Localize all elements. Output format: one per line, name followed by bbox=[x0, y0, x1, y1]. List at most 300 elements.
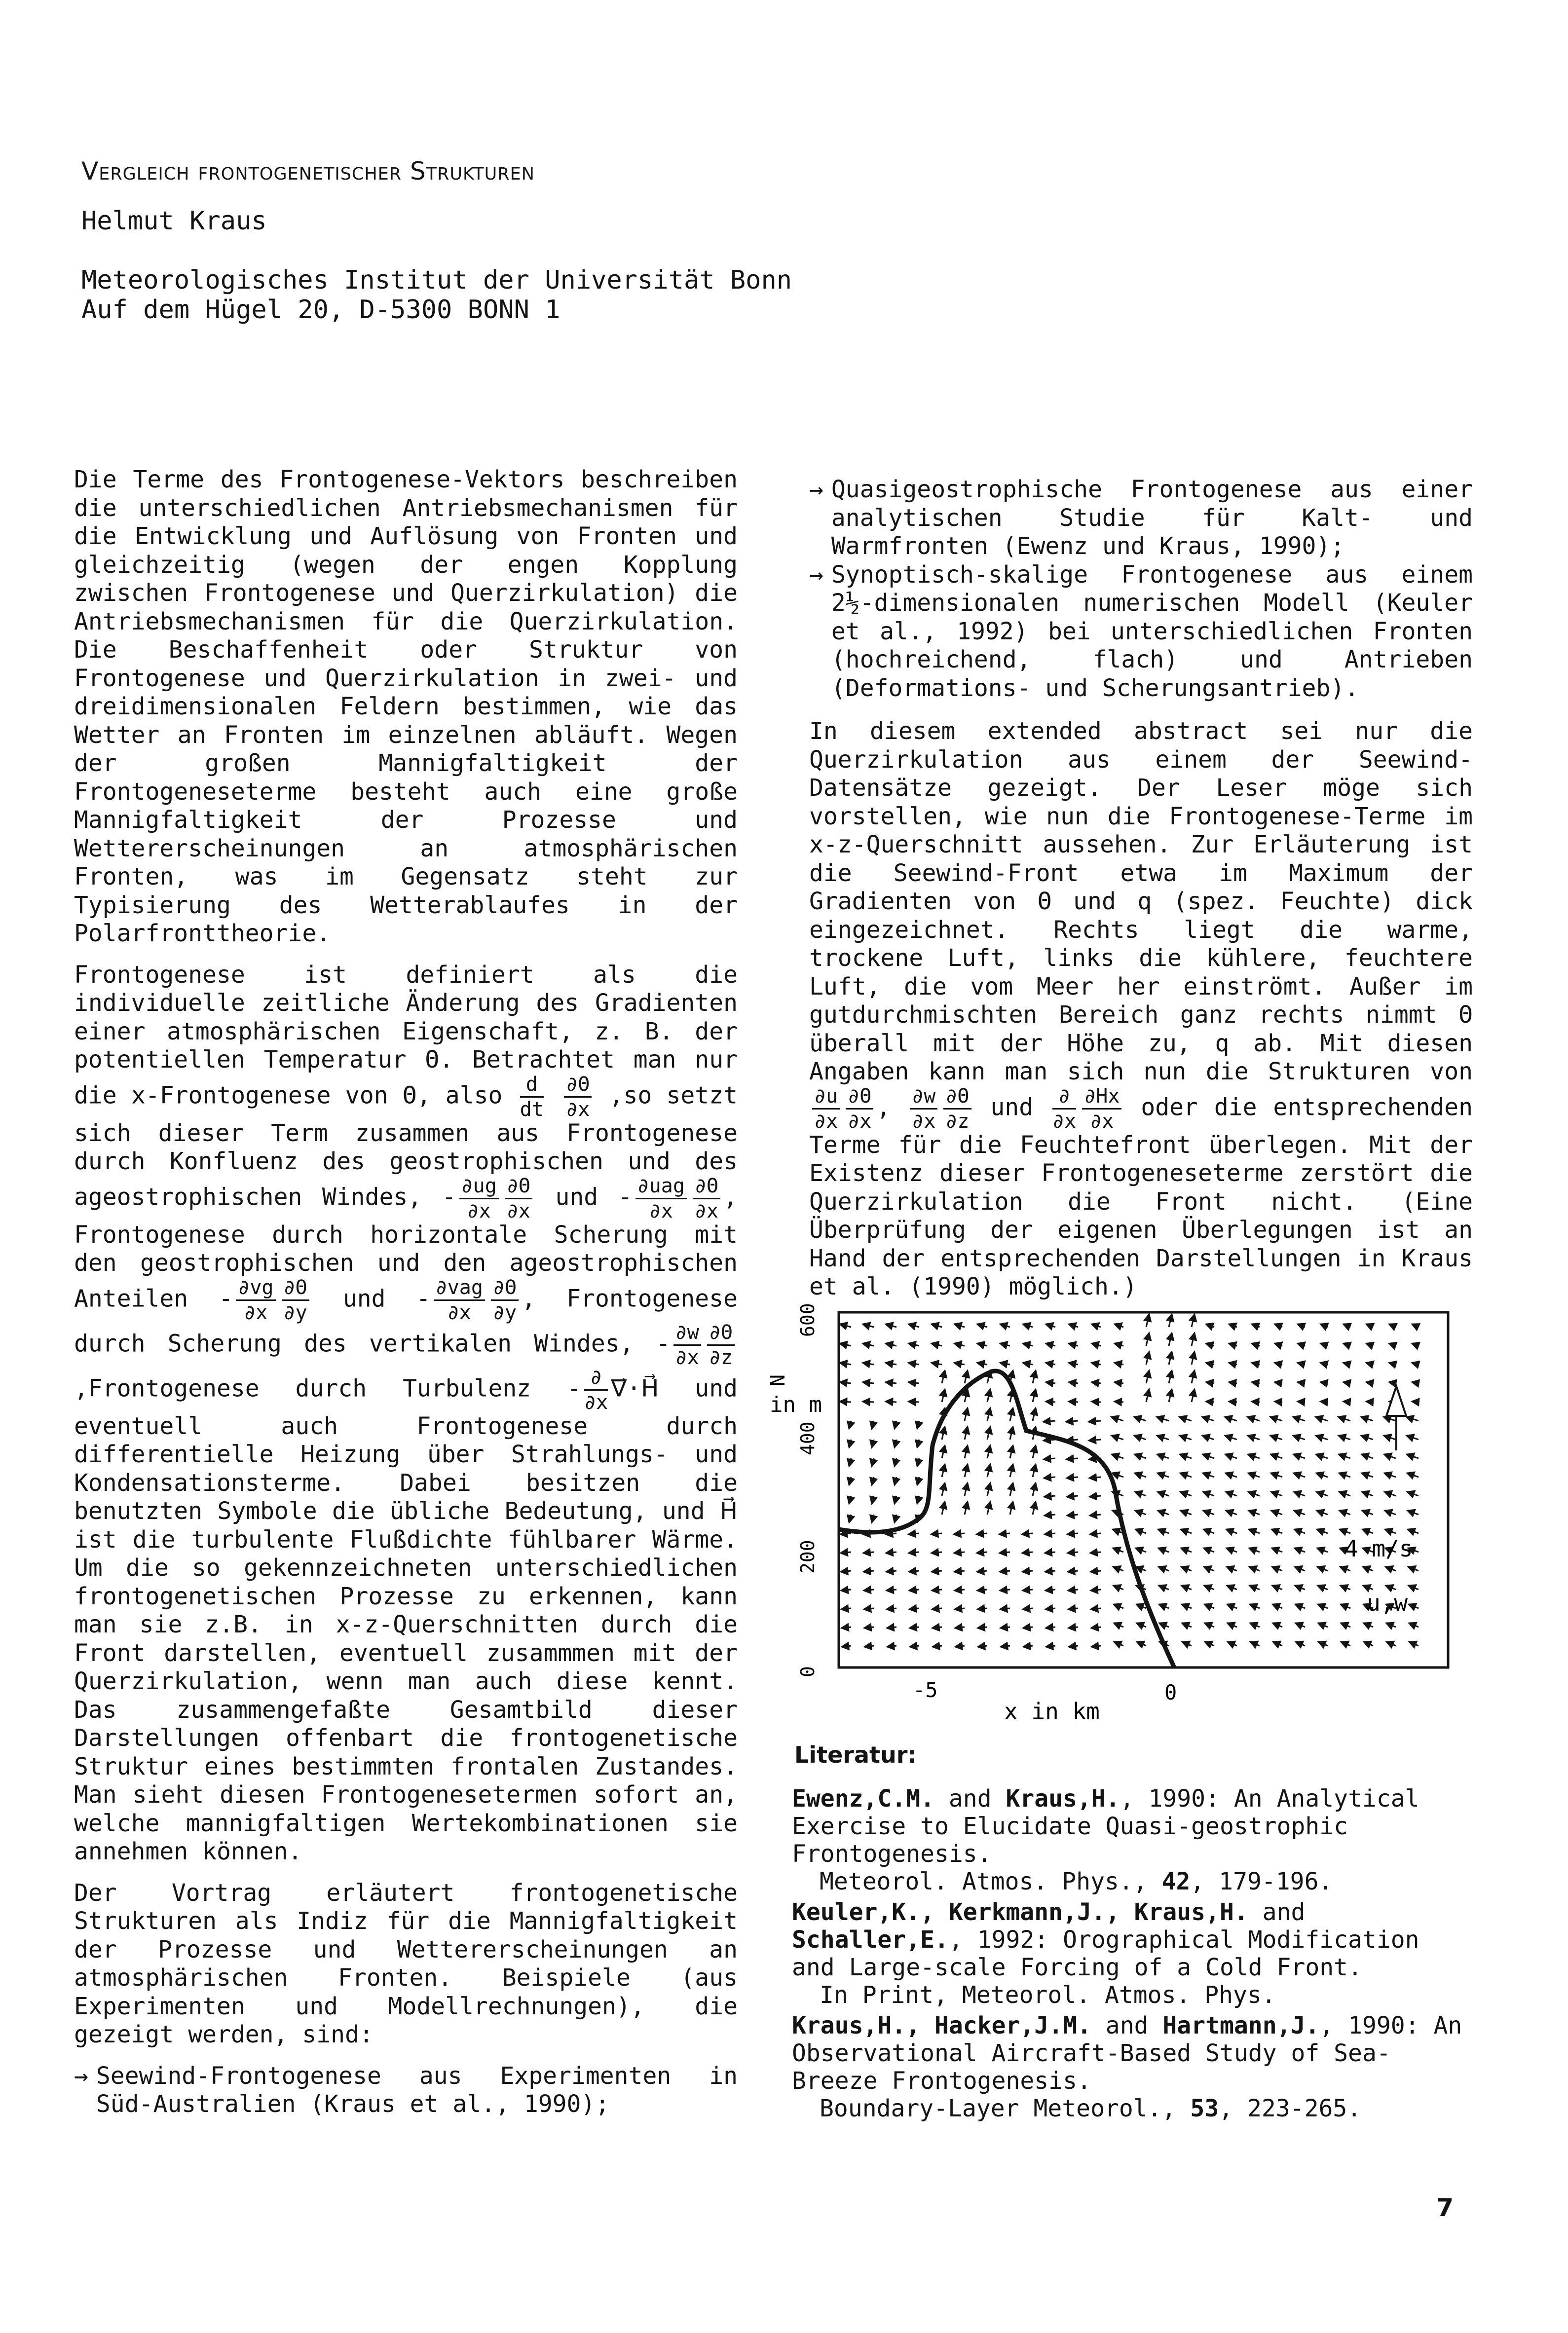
wind-vector-arrow bbox=[1182, 1623, 1192, 1627]
wind-vector-arrow bbox=[1384, 1492, 1396, 1496]
wind-vector-arrow bbox=[849, 1515, 851, 1522]
wind-vector-arrow bbox=[1134, 1436, 1146, 1440]
wind-vector-arrow bbox=[863, 1343, 874, 1346]
wind-vector-arrow bbox=[1412, 1324, 1419, 1327]
wind-vector-arrow bbox=[1180, 1417, 1192, 1421]
wind-vector-arrow bbox=[1344, 1363, 1350, 1365]
wind-vector-arrow bbox=[1067, 1515, 1078, 1516]
wind-vector-arrow bbox=[1113, 1567, 1123, 1571]
wind-vector-arrow bbox=[1204, 1548, 1214, 1552]
wind-vector-arrow bbox=[1248, 1473, 1260, 1477]
wind-vector-arrow bbox=[1294, 1511, 1305, 1515]
wind-vector-arrow bbox=[1316, 1473, 1328, 1477]
wind-vector-arrow bbox=[1158, 1548, 1169, 1552]
wind-vector-arrow bbox=[909, 1324, 919, 1327]
wind-vector-arrow bbox=[887, 1590, 896, 1591]
wind-vector-arrow bbox=[1033, 1483, 1036, 1496]
wind-vector-arrow bbox=[1069, 1646, 1078, 1647]
wind-vector-arrow bbox=[1203, 1529, 1214, 1533]
wind-vector-arrow bbox=[895, 1515, 896, 1522]
wind-vector-arrow bbox=[1010, 1445, 1013, 1458]
wind-vector-arrow bbox=[1010, 1408, 1013, 1421]
wind-vector-arrow bbox=[1271, 1511, 1282, 1515]
wind-vector-arrow bbox=[1113, 1548, 1123, 1552]
wind-vector-arrow bbox=[1364, 1623, 1373, 1627]
wind-vector-arrow bbox=[1092, 1363, 1101, 1365]
wind-vector-arrow bbox=[1295, 1586, 1305, 1590]
wind-vector-arrow bbox=[1044, 1440, 1055, 1441]
wind-vector-arrow bbox=[1135, 1492, 1146, 1496]
wind-vector-arrow bbox=[977, 1590, 987, 1591]
wind-vector-arrow bbox=[976, 1533, 987, 1534]
wind-vector-arrow bbox=[1248, 1436, 1260, 1440]
wind-vector-arrow bbox=[1069, 1627, 1078, 1628]
fraction-dw-dx: $\frac{\partial w}{\partial x}$ bbox=[673, 1323, 701, 1368]
wind-vector-arrow bbox=[864, 1627, 874, 1628]
wind-vector-arrow bbox=[1227, 1548, 1237, 1552]
wind-vector-arrow bbox=[1318, 1586, 1328, 1590]
wind-vector-arrow bbox=[932, 1324, 942, 1327]
vector-field-figure bbox=[767, 1283, 1480, 1741]
wind-vector-arrow bbox=[1203, 1492, 1214, 1496]
wind-vector-arrow bbox=[1294, 1473, 1305, 1477]
wind-vector-arrow bbox=[909, 1608, 919, 1609]
scale-label: 4 m/s bbox=[1344, 1535, 1413, 1562]
wind-vector-arrow bbox=[1067, 1477, 1078, 1478]
wind-vector-arrow bbox=[1000, 1324, 1010, 1327]
wind-vector-arrow bbox=[1270, 1454, 1282, 1458]
wind-vector-arrow bbox=[917, 1440, 919, 1447]
wind-vector-arrow bbox=[910, 1646, 919, 1647]
wind-vector-arrow bbox=[932, 1571, 942, 1572]
wind-vector-arrow bbox=[1158, 1529, 1169, 1533]
wind-vector-arrow bbox=[1252, 1382, 1260, 1383]
wind-vector-arrow bbox=[1182, 1586, 1192, 1590]
wind-vector-arrow bbox=[1202, 1417, 1215, 1421]
wind-vector-arrow bbox=[1114, 1623, 1123, 1627]
wind-vector-arrow bbox=[1137, 1642, 1146, 1646]
wind-vector-arrow bbox=[1146, 1314, 1149, 1327]
wind-vector-arrow bbox=[1298, 1382, 1305, 1383]
wind-vector-arrow bbox=[1252, 1343, 1260, 1346]
wind-vector-arrow bbox=[987, 1445, 990, 1458]
wind-vector-arrow bbox=[840, 1382, 851, 1383]
wind-vector-arrow bbox=[1273, 1642, 1282, 1646]
wind-vector-arrow bbox=[1023, 1363, 1033, 1365]
wind-vector-arrow bbox=[1295, 1548, 1305, 1552]
wind-vector-arrow bbox=[841, 1571, 851, 1572]
wind-vector-arrow bbox=[1204, 1567, 1214, 1571]
wind-vector-arrow bbox=[932, 1343, 942, 1346]
wind-vector-arrow bbox=[1023, 1590, 1033, 1591]
wind-vector-arrow bbox=[1339, 1417, 1351, 1421]
wind-vector-arrow bbox=[1294, 1492, 1305, 1496]
wind-vector-arrow bbox=[1069, 1343, 1078, 1346]
wind-vector-arrow bbox=[1206, 1343, 1214, 1346]
wind-vector-arrow bbox=[1225, 1454, 1237, 1458]
wind-vector-arrow bbox=[1271, 1492, 1282, 1496]
wind-vector-arrow bbox=[1339, 1436, 1350, 1440]
fraction-dvag-dx: ∂vag ∂x bbox=[434, 1278, 485, 1323]
wind-vector-arrow bbox=[1157, 1417, 1169, 1421]
wind-vector-arrow bbox=[1045, 1590, 1055, 1591]
wind-vector-arrow bbox=[954, 1571, 965, 1572]
wind-vector-arrow bbox=[1046, 1627, 1055, 1628]
wind-vector-arrow bbox=[1384, 1473, 1396, 1477]
wind-vector-arrow bbox=[1229, 1363, 1237, 1365]
wind-vector-arrow bbox=[1270, 1436, 1282, 1440]
wind-vector-arrow bbox=[909, 1382, 919, 1383]
wind-vector-arrow bbox=[1344, 1382, 1350, 1383]
wind-vector-arrow bbox=[1317, 1567, 1328, 1571]
fraction-duag-dx: ∂uag ∂x bbox=[635, 1176, 687, 1221]
bullet-synoptic: → Synoptisch-skalige Frontogenese aus einem 2½-dimensionalen numerischen Modell (Keuler et al., 1992) bei unterschiedlichen Fronten (hochreichend, flach) und Antrieben (Deformations- und Scherungsantrieb). bbox=[809, 560, 1473, 702]
wind-vector-arrow bbox=[1341, 1642, 1350, 1646]
wind-vector-arrow bbox=[886, 1571, 896, 1572]
wind-vector-arrow bbox=[1169, 1314, 1172, 1327]
wind-vector-arrow bbox=[1364, 1642, 1373, 1646]
wind-vector-arrow bbox=[872, 1458, 874, 1466]
y-axis-n: N bbox=[767, 1374, 789, 1386]
wind-vector-arrow bbox=[1270, 1417, 1283, 1421]
wind-vector-arrow bbox=[1023, 1646, 1033, 1647]
wind-vector-arrow bbox=[1271, 1529, 1282, 1533]
wind-vector-arrow bbox=[942, 1464, 945, 1477]
wind-vector-arrow bbox=[886, 1552, 896, 1553]
wind-vector-arrow bbox=[1115, 1363, 1123, 1365]
wind-vector-arrow bbox=[954, 1552, 965, 1553]
wind-vector-arrow bbox=[965, 1464, 968, 1477]
wind-vector-arrow bbox=[1366, 1343, 1373, 1346]
wind-vector-arrow bbox=[1340, 1529, 1350, 1533]
wind-vector-arrow bbox=[1250, 1642, 1260, 1646]
wind-vector-arrow bbox=[1344, 1324, 1350, 1327]
wind-vector-arrow bbox=[1389, 1382, 1396, 1383]
wind-vector-arrow bbox=[1295, 1567, 1305, 1571]
wind-vector-arrow bbox=[1114, 1642, 1123, 1646]
wind-vector-arrow bbox=[1169, 1333, 1172, 1346]
wind-vector-arrow bbox=[987, 1502, 990, 1515]
wind-vector-arrow bbox=[1169, 1370, 1172, 1383]
fraction-dug-dx: $\frac{\partial ug}{\partial x}$ bbox=[459, 1176, 499, 1221]
paragraph-1: Die Terme des Frontogenese-Vektors beschreiben die unterschiedlichen Antriebsmechanismen für die Entwicklung und Auflösung von Fronten und gleichzeitig (wegen der engen Kopplung zwischen Frontogenese und Querzirkulation) die Antriebsmechanismen für die Querzirkulation. Die Beschaffenheit oder Struktur von Frontogenese und Querzirkulation in zwei- und dreidimensionalen Feldern bestimmen, wie das Wetter an Fronten im einzelnen abläuft. Wegen der großen Mannigfaltigkeit der Frontogeneseterme besteht auch eine große Mannigfaltigkeit der Prozesse und Wettererscheinungen an atmosphärischen Fronten, was im Gegensatz steht zur Typisierung des Wetterablaufes in der Polarfronttheorie. bbox=[74, 466, 738, 947]
wind-vector-arrow bbox=[1046, 1343, 1055, 1346]
wind-vector-arrow bbox=[872, 1496, 874, 1504]
wind-vector-arrow bbox=[1146, 1352, 1149, 1365]
wind-vector-arrow bbox=[1409, 1586, 1419, 1590]
wind-vector-arrow bbox=[909, 1363, 919, 1365]
wind-vector-arrow bbox=[1136, 1548, 1146, 1552]
ytick-200: 200 bbox=[797, 1540, 819, 1574]
wind-vector-arrow bbox=[1023, 1343, 1033, 1346]
wind-vector-arrow bbox=[1114, 1586, 1123, 1590]
ytick-400: 400 bbox=[797, 1421, 819, 1455]
wind-vector-arrow bbox=[1408, 1567, 1419, 1571]
wind-vector-arrow bbox=[1227, 1567, 1237, 1571]
wind-vector-arrow bbox=[1229, 1343, 1237, 1346]
wind-vector-arrow bbox=[1092, 1343, 1101, 1346]
wind-vector-arrow bbox=[1273, 1623, 1282, 1627]
wind-vector-arrow bbox=[1115, 1382, 1123, 1383]
wind-vector-arrow bbox=[886, 1324, 896, 1327]
wind-vector-arrow bbox=[1275, 1363, 1282, 1365]
wind-vector-arrow bbox=[1134, 1417, 1147, 1421]
wind-vector-arrow bbox=[840, 1343, 851, 1346]
wind-vector-arrow bbox=[886, 1382, 896, 1383]
xtick-0: 0 bbox=[1164, 1680, 1177, 1704]
wind-vector-arrow bbox=[863, 1571, 874, 1572]
wind-vector-arrow bbox=[1384, 1454, 1396, 1458]
wind-vector-arrow bbox=[1294, 1529, 1305, 1533]
x-axis-label: x in km bbox=[1004, 1698, 1100, 1725]
wind-vector-arrow bbox=[1091, 1627, 1101, 1628]
wind-vector-arrow bbox=[965, 1427, 968, 1440]
wind-vector-arrow bbox=[965, 1408, 968, 1421]
wind-vector-arrow bbox=[978, 1627, 987, 1628]
wind-vector-arrow bbox=[965, 1445, 968, 1458]
wind-vector-arrow bbox=[955, 1627, 965, 1628]
wind-vector-arrow bbox=[1366, 1363, 1373, 1365]
wind-vector-arrow bbox=[1010, 1464, 1013, 1477]
wind-vector-arrow bbox=[1389, 1343, 1396, 1346]
wind-vector-arrow bbox=[863, 1552, 874, 1553]
paragraph-3: Der Vortrag erläutert frontogenetische Strukturen als Indiz für die Mannigfaltigkeit der Prozesse und Wettererscheinungen an atmosphärischen Fronten. Beispiele (aus Experimenten und Modellrechnungen), die gezeigt werden, sind: bbox=[74, 1879, 738, 2048]
wind-vector-arrow bbox=[1272, 1586, 1282, 1590]
wind-vector-arrow bbox=[1192, 1314, 1195, 1327]
wind-vector-arrow bbox=[1205, 1642, 1214, 1646]
wind-vector-arrow bbox=[1341, 1623, 1350, 1627]
wind-vector-arrow bbox=[965, 1502, 968, 1515]
wind-vector-arrow bbox=[864, 1590, 874, 1591]
wind-vector-arrow bbox=[1135, 1473, 1146, 1477]
wind-vector-arrow bbox=[1295, 1604, 1305, 1608]
wind-vector-arrow bbox=[1046, 1646, 1055, 1647]
wind-vector-arrow bbox=[942, 1502, 945, 1515]
wind-vector-arrow bbox=[1045, 1571, 1055, 1572]
wind-vector-arrow bbox=[1226, 1511, 1237, 1515]
wind-vector-arrow bbox=[1090, 1533, 1101, 1534]
wind-vector-arrow bbox=[1363, 1567, 1373, 1571]
wind-vector-arrow bbox=[895, 1477, 896, 1485]
wind-vector-arrow bbox=[977, 1571, 987, 1572]
wind-vector-arrow bbox=[987, 1464, 990, 1477]
wind-vector-arrow bbox=[842, 1627, 851, 1628]
wind-vector-arrow bbox=[1182, 1642, 1192, 1646]
wind-vector-arrow bbox=[1412, 1343, 1419, 1346]
wind-vector-arrow bbox=[1249, 1567, 1260, 1571]
wind-vector-arrow bbox=[1067, 1496, 1078, 1497]
wind-vector-arrow bbox=[1229, 1324, 1237, 1327]
wind-vector-arrow bbox=[1339, 1454, 1350, 1458]
wind-vector-arrow bbox=[1298, 1324, 1305, 1327]
wind-vector-arrow bbox=[1361, 1454, 1373, 1458]
wind-vector-arrow bbox=[1408, 1511, 1419, 1515]
wind-vector-arrow bbox=[1272, 1604, 1282, 1608]
wind-vector-arrow bbox=[1316, 1417, 1328, 1421]
wind-vector-arrow bbox=[954, 1324, 965, 1327]
wind-vector-arrow bbox=[1180, 1473, 1192, 1477]
paragraph-4: In diesem extended abstract sei nur die Querzirkulation aus einem der Seewind-Datensätze gezeigt. Der Leser möge sich vorstellen, wie nun die Frontogenese-Terme im x-z-Querschnitt aussehen. Zur Erläuterung ist die Seewind-Front etwa im Maximum der Gradienten von Θ und q (spez. Feuchte) dick eingezeichnet. Rechts liegt die warme, trockene Luft, links die kühlere, feuchtere Luft, die vom Meer her einströmt. Außer im gutdurchmischten Bereich ganz rechts nimmt Θ überall mit der Höhe zu, q ab. Mit diesen Angaben kann man sich nun die Strukturen von $\frac{\partial u}{\partial x}$ $\frac{\partial\Theta}{\partial x}$ , $\frac{\partial w}{\partial x}$ $\frac{\partial\Theta}{\partial z}$ und ∂ ∂x $\frac{\partial Hx}{\partial x}$ oder die entsprechenden Terme für die Feuchtefront überlegen. Mit der Existenz dieser Frontogeneseterme zerstört die Querzirkulation die Front nicht. (Eine Überprüfung der eigenen Überlegungen ist an Hand der entsprechenden Darstellungen in Kraus et al. (1990) möglich.) bbox=[809, 717, 1473, 1300]
wind-vector-arrow bbox=[1248, 1417, 1260, 1421]
wind-vector-arrow bbox=[1389, 1324, 1396, 1327]
wind-vector-arrow bbox=[1340, 1511, 1350, 1515]
wind-vector-arrow bbox=[1366, 1324, 1373, 1327]
wind-vector-arrow bbox=[1022, 1571, 1033, 1572]
wind-vector-arrow bbox=[1320, 1363, 1328, 1365]
wind-vector-arrow bbox=[841, 1552, 851, 1553]
wind-vector-arrow bbox=[1272, 1567, 1282, 1571]
wind-vector-arrow bbox=[840, 1324, 851, 1327]
wind-vector-arrow bbox=[1091, 1646, 1101, 1647]
wind-vector-arrow bbox=[1033, 1389, 1036, 1402]
wind-vector-arrow bbox=[1206, 1363, 1214, 1365]
wind-vector-arrow bbox=[954, 1363, 965, 1365]
left-column bbox=[74, 466, 738, 2119]
wind-vector-arrow bbox=[1412, 1363, 1419, 1365]
wind-vector-arrow bbox=[1316, 1436, 1328, 1440]
wind-vector-arrow bbox=[917, 1458, 919, 1466]
wind-vector-arrow bbox=[1206, 1382, 1214, 1383]
wind-vector-arrow bbox=[942, 1427, 945, 1440]
wind-vector-arrow bbox=[886, 1533, 896, 1534]
wind-vector-arrow bbox=[1045, 1533, 1055, 1534]
wind-vector-arrow bbox=[1298, 1363, 1305, 1365]
wind-vector-arrow bbox=[1318, 1642, 1328, 1646]
wind-vector-arrow bbox=[1275, 1324, 1282, 1327]
wind-vector-arrow bbox=[1146, 1333, 1149, 1346]
wind-vector-arrow bbox=[1069, 1363, 1078, 1365]
wind-vector-arrow bbox=[1228, 1623, 1237, 1627]
wind-vector-arrow bbox=[1158, 1567, 1169, 1571]
wind-vector-arrow bbox=[1159, 1623, 1169, 1627]
wind-vector-arrow bbox=[895, 1496, 896, 1504]
wind-vector-arrow bbox=[1181, 1548, 1192, 1552]
right-column bbox=[809, 476, 1473, 1314]
wind-vector-arrow bbox=[1112, 1473, 1123, 1477]
wind-vector-arrow bbox=[1204, 1604, 1214, 1608]
wind-vector-arrow bbox=[1069, 1382, 1078, 1383]
wind-vector-arrow bbox=[1157, 1436, 1169, 1440]
wind-vector-arrow bbox=[1386, 1586, 1396, 1590]
wind-vector-arrow bbox=[965, 1370, 968, 1383]
wind-vector-arrow bbox=[1203, 1511, 1214, 1515]
wind-vector-arrow bbox=[1344, 1343, 1350, 1346]
wind-vector-arrow bbox=[1320, 1382, 1328, 1383]
wind-vector-arrow bbox=[840, 1533, 851, 1534]
wind-vector-arrow bbox=[1252, 1324, 1260, 1327]
wind-vector-arrow bbox=[909, 1590, 919, 1591]
wind-vector-arrow bbox=[1044, 1421, 1056, 1422]
wind-vector-arrow bbox=[849, 1458, 851, 1466]
wind-vector-arrow bbox=[1182, 1604, 1192, 1608]
wind-vector-arrow bbox=[965, 1483, 968, 1496]
wind-vector-arrow bbox=[1408, 1529, 1419, 1533]
wind-vector-arrow bbox=[1341, 1586, 1350, 1590]
wind-vector-arrow bbox=[895, 1458, 896, 1466]
wind-vector-arrow bbox=[1317, 1529, 1328, 1533]
wind-vector-arrow bbox=[1033, 1464, 1036, 1477]
wind-vector-arrow bbox=[977, 1363, 987, 1365]
wind-vector-arrow bbox=[954, 1343, 965, 1346]
xtick-minus5: -5 bbox=[913, 1678, 938, 1702]
wind-vector-arrow bbox=[872, 1515, 874, 1522]
wind-vector-arrow bbox=[1023, 1608, 1033, 1609]
wind-vector-arrow bbox=[1227, 1604, 1237, 1608]
wind-vector-arrow bbox=[1225, 1417, 1237, 1421]
wind-vector-arrow bbox=[895, 1440, 896, 1447]
wind-vector-arrow bbox=[1409, 1604, 1419, 1608]
wind-vector-arrow bbox=[1090, 1552, 1101, 1553]
wind-vector-arrow bbox=[917, 1477, 919, 1485]
wind-vector-arrow bbox=[1089, 1421, 1101, 1422]
wind-vector-arrow bbox=[1181, 1567, 1192, 1571]
wind-vector-arrow bbox=[1205, 1623, 1214, 1627]
wind-vector-arrow bbox=[1386, 1642, 1396, 1646]
wind-vector-arrow bbox=[1044, 1477, 1055, 1478]
wind-vector-arrow bbox=[1169, 1389, 1172, 1402]
wind-vector-arrow bbox=[872, 1421, 874, 1429]
wind-vector-arrow bbox=[1044, 1496, 1055, 1497]
fraction-d-dx: ∂ ∂x bbox=[584, 1366, 608, 1414]
wind-vector-arrow bbox=[1089, 1477, 1101, 1478]
fraction-dvg-dx: $\frac{\partial vg}{\partial x}$ bbox=[236, 1278, 275, 1323]
reference-3: Kraus,H., Hacker,J.M. and Hartmann,J., 1990: An Observational Aircraft-Based Study of Sea-Breeze Frontogenesis. Boundary-Layer Meteorol., 53, 223-265. bbox=[792, 2012, 1462, 2122]
wind-vector-arrow bbox=[1275, 1343, 1282, 1346]
wind-vector-arrow bbox=[1067, 1533, 1078, 1534]
wind-vector-arrow bbox=[1159, 1586, 1169, 1590]
institute-address bbox=[81, 265, 792, 325]
wind-vector-arrow bbox=[977, 1343, 987, 1346]
wind-vector-arrow bbox=[1089, 1496, 1101, 1497]
wind-vector-arrow bbox=[1136, 1604, 1146, 1608]
wind-vector-arrow bbox=[1000, 1571, 1010, 1572]
wind-vector-arrow bbox=[1366, 1382, 1373, 1383]
wind-vector-arrow bbox=[1296, 1623, 1305, 1627]
wind-vector-arrow bbox=[1248, 1454, 1260, 1458]
front-line bbox=[839, 1371, 1174, 1667]
wind-vector-arrow bbox=[1091, 1590, 1101, 1591]
wind-vector-arrow bbox=[954, 1533, 965, 1534]
author-name: Helmut Kraus bbox=[81, 206, 267, 236]
wind-vector-arrow bbox=[1092, 1324, 1101, 1327]
wind-vector-arrow bbox=[1169, 1352, 1172, 1365]
arrow-icon: → bbox=[74, 2062, 88, 2090]
wind-vector-arrow bbox=[1275, 1382, 1282, 1383]
wind-vector-arrow bbox=[977, 1552, 987, 1553]
wind-vector-arrow bbox=[840, 1363, 851, 1365]
wind-vector-arrow bbox=[1316, 1492, 1328, 1496]
institute-line-2: Auf dem Hügel 20, D-5300 BONN 1 bbox=[81, 295, 560, 325]
wind-vector-arrow bbox=[1250, 1604, 1260, 1608]
wind-vector-arrow bbox=[1180, 1492, 1192, 1496]
wind-vector-arrow bbox=[1250, 1623, 1260, 1627]
wind-vector-arrow bbox=[1362, 1473, 1373, 1477]
wind-vector-arrow bbox=[1317, 1548, 1328, 1552]
wind-vector-arrow bbox=[932, 1590, 942, 1591]
bullet-seewind: → Seewind-Frontogenese aus Experimenten in Süd-Australien (Kraus et al., 1990); bbox=[74, 2062, 738, 2118]
wind-vector-arrow bbox=[1000, 1590, 1010, 1591]
wind-vector-arrow bbox=[1112, 1417, 1124, 1421]
wind-vector-arrow bbox=[1293, 1436, 1305, 1440]
wind-vector-arrow bbox=[1000, 1363, 1010, 1365]
wind-vector-arrow bbox=[909, 1343, 919, 1346]
wind-vector-arrow bbox=[1001, 1627, 1010, 1628]
wind-vector-arrow bbox=[933, 1627, 942, 1628]
wind-vector-arrow bbox=[1068, 1571, 1078, 1572]
wind-vector-arrow bbox=[1252, 1363, 1260, 1365]
wind-vector-arrow bbox=[917, 1421, 919, 1429]
wind-vector-arrow bbox=[1022, 1533, 1033, 1534]
